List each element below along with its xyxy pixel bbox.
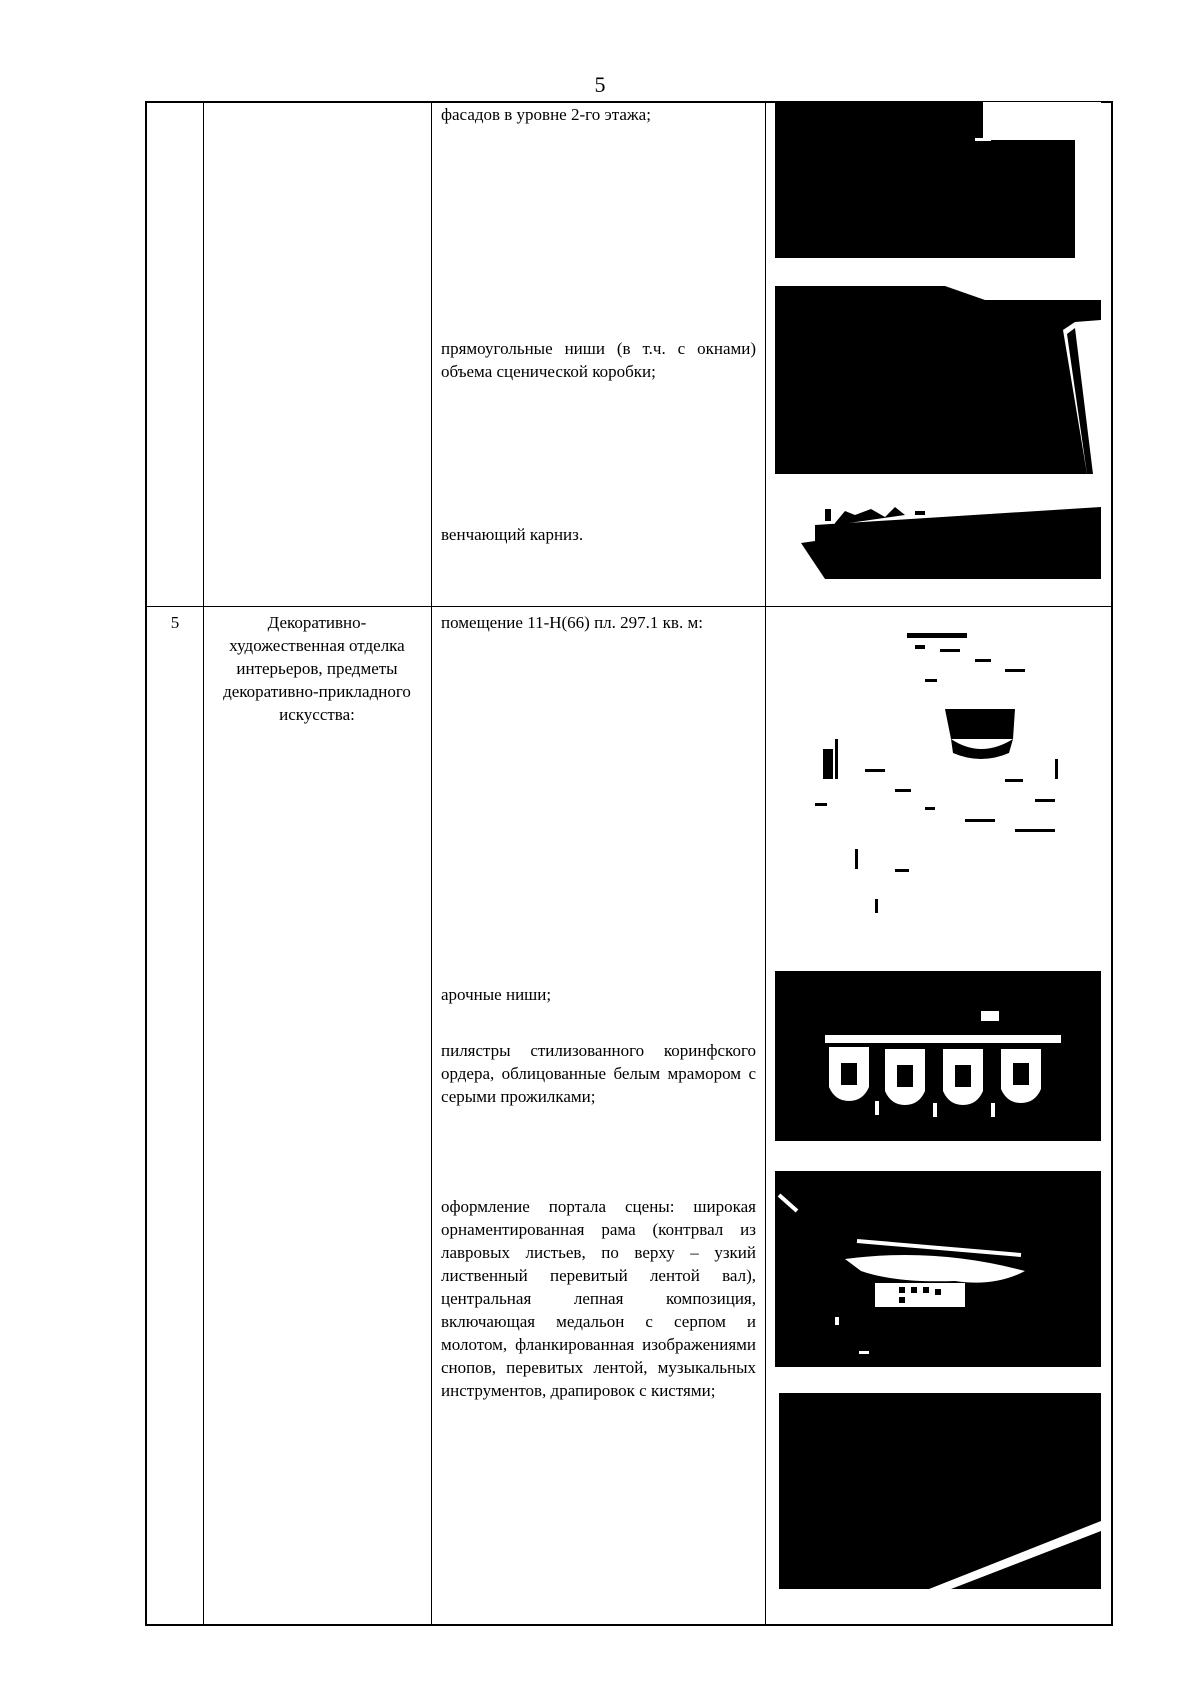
heritage-table bbox=[145, 101, 1113, 1626]
item-text: оформление портала сцены: широкая орнаментированная рама (контрвал из лавровых листьев, по верху – узкий лиственный перевитый лентой вал), центральная лепная композиция, включающая медальон с серпом и молотом, фланкированная изображениями снопов, перевитых лентой, музыкальных инструментов, драпировок с кистями; bbox=[441, 1197, 756, 1400]
row-divider bbox=[147, 606, 1111, 607]
item-text: помещение 11-Н(66) пл. 297.1 кв. м: bbox=[441, 613, 703, 632]
column-divider bbox=[431, 103, 432, 1624]
stage-portal-photo bbox=[775, 1171, 1101, 1367]
item-text: пилястры стилизованного коринфского ордера, облицованные белым мрамором с серыми прожилками; bbox=[441, 1041, 756, 1106]
facade-second-floor-photo bbox=[775, 102, 1101, 258]
column-divider bbox=[203, 103, 204, 1624]
item-text: венчающий карниз. bbox=[441, 525, 584, 544]
column-divider bbox=[765, 103, 766, 1624]
row-category: Декоративно-художественная отделка интерьеров, предметы декоративно-прикладного искусства: bbox=[223, 613, 411, 724]
row-number: 5 bbox=[170, 613, 180, 632]
item-text: арочные ниши; bbox=[441, 985, 552, 1004]
arched-niches-pilasters-photo bbox=[775, 971, 1101, 1141]
page-number: 5 bbox=[594, 72, 606, 97]
interior-hall-photo bbox=[775, 619, 1101, 939]
stage-portal-detail-photo bbox=[779, 1393, 1101, 1589]
cornice-photo bbox=[775, 503, 1101, 579]
item-text: прямоугольные ниши (в т.ч. с окнами) объема сценической коробки; bbox=[441, 339, 756, 381]
item-text: фасадов в уровне 2-го этажа; bbox=[441, 105, 651, 124]
stage-box-niches-photo bbox=[775, 286, 1101, 474]
